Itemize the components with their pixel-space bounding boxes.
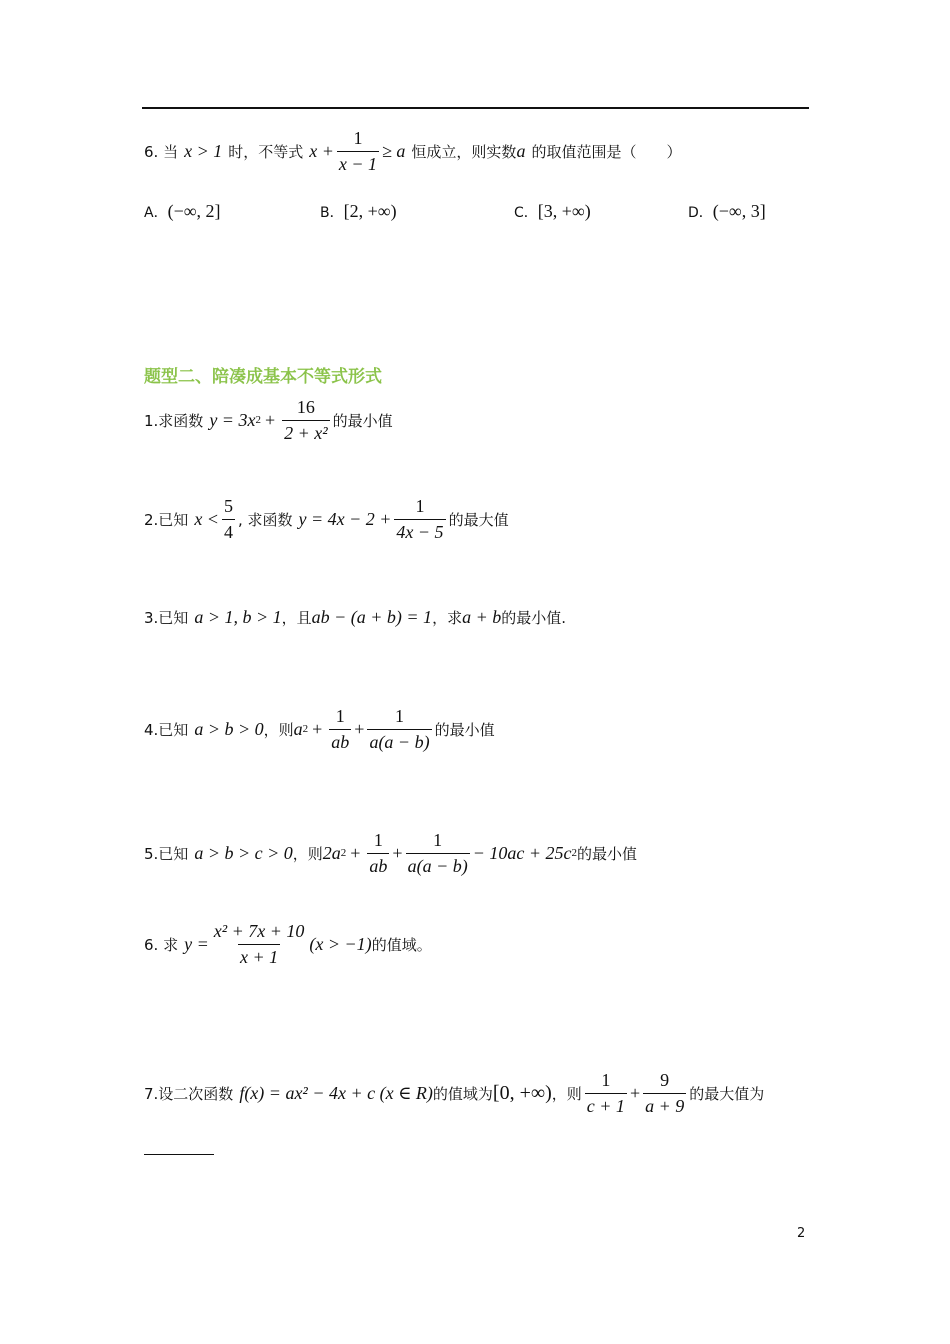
fraction: $\frac{9}{a + 9}$ (645, 1070, 685, 1116)
fraction: $\frac{1}{ab}$ (331, 706, 350, 752)
problem-3: 3.已知 a > 1, b > 1 ，且 ab − (a + b) = 1 ，求 a + b 的最小值. (144, 607, 567, 627)
problem-4: 4.已知 a > b > 0 ，则 a 2 + $\frac{1}{ab}$ + $\frac{1}{a(a - b)}$ 的最小值 (144, 706, 495, 752)
fraction: $\frac{1}{a(a - b)}$ (369, 706, 430, 752)
page-number: 2 (797, 1226, 806, 1241)
fraction: $\frac{1}{4x - 5}$ (396, 496, 444, 542)
section-heading: 题型二、陪凑成基本不等式形式 (144, 367, 382, 387)
fraction: $\frac{1}{ab}$ (369, 830, 388, 876)
fraction: $\frac{16}{\text{2 + x²}}$ (284, 397, 328, 443)
fraction: $\frac{1}{a(a - b)}$ (407, 830, 468, 876)
fraction: $\frac{\text{x² + 7x + 10}}{x + 1}$ (213, 921, 305, 967)
problem-1: 1.求函数 y = 3x 2 + $\frac{16}{\text{2 + x²}}$ 的最小值 (144, 397, 393, 443)
option-c: C．[3, +∞) (514, 201, 591, 221)
option-b: B．[2, +∞) (320, 201, 397, 221)
problem-7: 7.设二次函数 f(x) = ax² − 4x + c (x ∈ R) 的值域为 [0, +∞) ，则 $\frac{1}{c + 1}$ + $\frac{9}{a + 9}$ 的最大值为 (144, 1070, 765, 1116)
fraction: $\frac{1}{x - 1}$ (338, 128, 378, 174)
problem-2: 2.已知 x < $\frac{5}{4}$ , 求函数 y = 4x − 2 + $\frac{1}{4x - 5}$ 的最大值 (144, 496, 509, 542)
header-rule (142, 107, 809, 109)
fraction: $\frac{1}{c + 1}$ (586, 1070, 625, 1116)
option-a: A．(−∞, 2] (144, 201, 221, 221)
answer-blank (144, 1154, 214, 1155)
problem-5: 5.已知 a > b > c > 0 ，则 2a 2 + $\frac{1}{ab}$ + $\frac{1}{a(a - b)}$ − 10ac + 25c 2 的最小值 (144, 830, 638, 876)
fraction: $\frac{5}{4}$ (223, 496, 233, 542)
question-6-stem: 6. 当 x > 1 时，不等式 x + $\frac{1}{x - 1}$ ≥ a 恒成立，则实数 a 的取值范围是（ ） (144, 128, 682, 174)
option-d: D．(−∞, 3] (688, 201, 766, 221)
problem-6: 6. 求 y = $\frac{\text{x² + 7x + 10}}{x + 1}$ (x > −1) 的值域。 (144, 921, 432, 967)
